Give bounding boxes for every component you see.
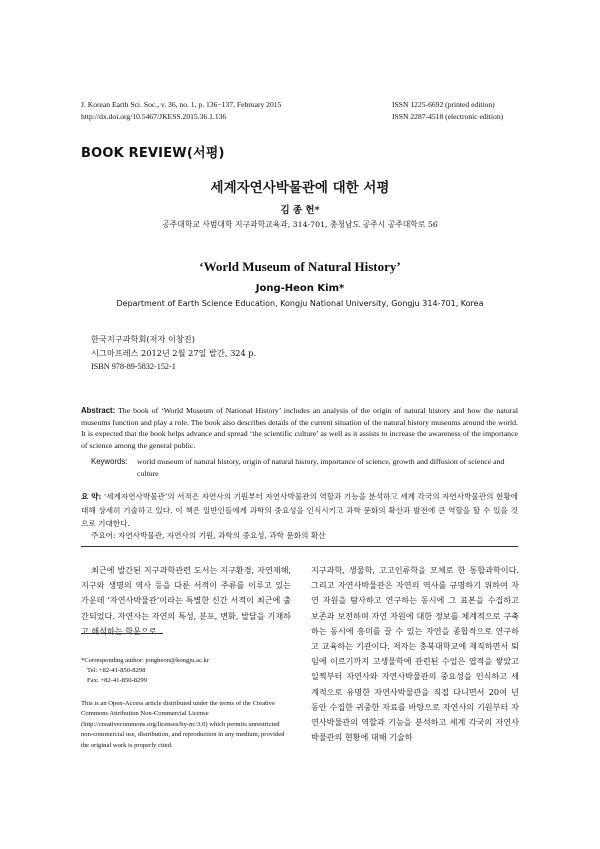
korean-abstract-label: 요 약: — [81, 492, 102, 501]
korean-keywords — [91, 530, 326, 541]
abstract-divider — [81, 546, 518, 547]
license-notice: This is an Open-Access article distributed under the terms of the Creative Commons Attribution Non-Commercial License (http://creativecommons.org/licenses/by-nc/3.0) which permits unrestricted non-commercial use, distribution, and reproduction in any medium, provided the original work is properly cited. — [81, 700, 285, 749]
issn-electronic: ISSN 2287-4518 (electronic edition) — [392, 112, 504, 121]
title-korean: 세계자연사박물관에 대한 서평 — [210, 180, 390, 196]
body-column-left: 최근에 발간된 지구과학관련 도서는 지구환경, 자연재해, 지구와 생명의 역사 등을 다룬 서적이 주류를 이루고 있는 가운데 ‘자연사박물관’이라는 특별한 신간 서적이 최근에 출간되었다. 자연사는 자연의 특성, 분포, 변화, 발달을 기재하고 해석하는 학문으로 — [81, 565, 291, 636]
corresponding-tel: Tel: +82-41-850-8298 — [87, 667, 146, 674]
book-isbn: ISBN 978-89-5832-152-1 — [91, 362, 176, 372]
doi-link[interactable]: http://dx.doi.org/10.5467/JKESS.2015.36.1.136 — [81, 112, 227, 121]
keywords-text: world museum of natural history, origin of natural history, importance of science, growth and diffusion of science and culture — [137, 457, 505, 478]
corresponding-footnote — [81, 656, 209, 686]
affiliation-korean: 공주대학교 사범대학 지구과학교육과, 314-701, 충청남도 공주시 공주대학로 56 — [162, 220, 438, 229]
abstract-text: The book of ‘World Museum of National History’ includes an analysis of the origin of natural history and how the natural museums function and play a role. The book also describes details of the current situation of the natural history museums around the world. It is expected that the book helps advance and spread ‘the scientific culture’ as well as it assists to increase the awareness of the importance of science among the general public. — [81, 406, 518, 450]
body-column-right: 지구과학, 생물학, 고고인류학을 모체로 한 통합과학이다. 그리고 자연사박물관은 자연의 역사를 규명하기 위하여 자연 자원을 탐사하고 연구하는 동시에 그 표본을 수집하고 보존과 보전하며 자연 자원에 대한 정보를 체계적으로 구축하는 동시에 흥미를 끌 수 있는 자연을 종합적으로 연구하고 교육하는 기관이다. 저자는 충북대학교에 재직하면서 퇴임에 이르기까지 고생물학에 관련된 수업은 엽적을 쌓았고 일찍부터 자연사와 자연사박물관의 중요성을 인식하고 세계적으로 유명한 자연사박물관을 직접 다니면서 20여 년 동안 수집한 귀중한 자료를 바탕으로 자연사의 기원부터 자연사박물관의 역할과 기능을 분석하고 세계 각국의 자연사박물관의 현황에 대해 기술하 — [311, 565, 519, 743]
abstract — [81, 405, 518, 451]
keywords — [81, 456, 518, 479]
book-pub-date: 시그마프레스 2012년 2월 27일 발간, 324 p. — [91, 347, 257, 358]
korean-keywords-label: 주요어: — [91, 531, 116, 540]
corresponding-fax: Fax: +82-41-850-8299 — [87, 677, 147, 684]
keywords-label: Keywords: — [91, 457, 128, 466]
section-label: BOOK REVIEW(서평) — [81, 146, 225, 161]
affiliation-english: Department of Earth Science Education, Kongju National University, Gongju 314-701, Korea — [116, 299, 484, 308]
corresponding-author: *Corresponding author: jongheon@kongju.ac.kr — [81, 657, 210, 664]
footnote-divider — [81, 633, 163, 634]
journal-header-right — [392, 99, 503, 123]
author-korean: 김 종 헌* — [280, 205, 320, 216]
title-english: ‘World Museum of Natural History’ — [199, 259, 401, 274]
issn-print: ISSN 1225-6692 (printed edition) — [392, 100, 495, 109]
book-publisher: 한국지구과학회(저자 이창진) — [91, 334, 195, 344]
book-info — [91, 333, 256, 374]
abstract-label: Abstract: — [81, 406, 116, 415]
korean-abstract-text: ‘세계자연사박물관’의 서적은 자연사의 기원부터 자연사박물관의 역할과 기능을 분석하고 세계 각국의 자연사박물관의 현황에 대해 상세히 기술하고 있다. 이 책은 일반인들에게 과학의 중요성을 인식시키고 과학 문화의 확산과 발전에 큰 역할을 할 수 있을 것으로 기대한다. — [81, 492, 518, 529]
korean-keywords-text: 자연사박물관, 자연사의 기원, 과학의 중요성, 과학 문화의 확산 — [115, 531, 326, 540]
citation-line: J. Korean Earth Sci. Soc., v. 36, no. 1, p. 136−137, February 2015 — [81, 100, 282, 109]
author-english: Jong-Heon Kim* — [255, 283, 345, 294]
journal-header-left — [81, 99, 281, 123]
korean-abstract — [81, 490, 518, 531]
